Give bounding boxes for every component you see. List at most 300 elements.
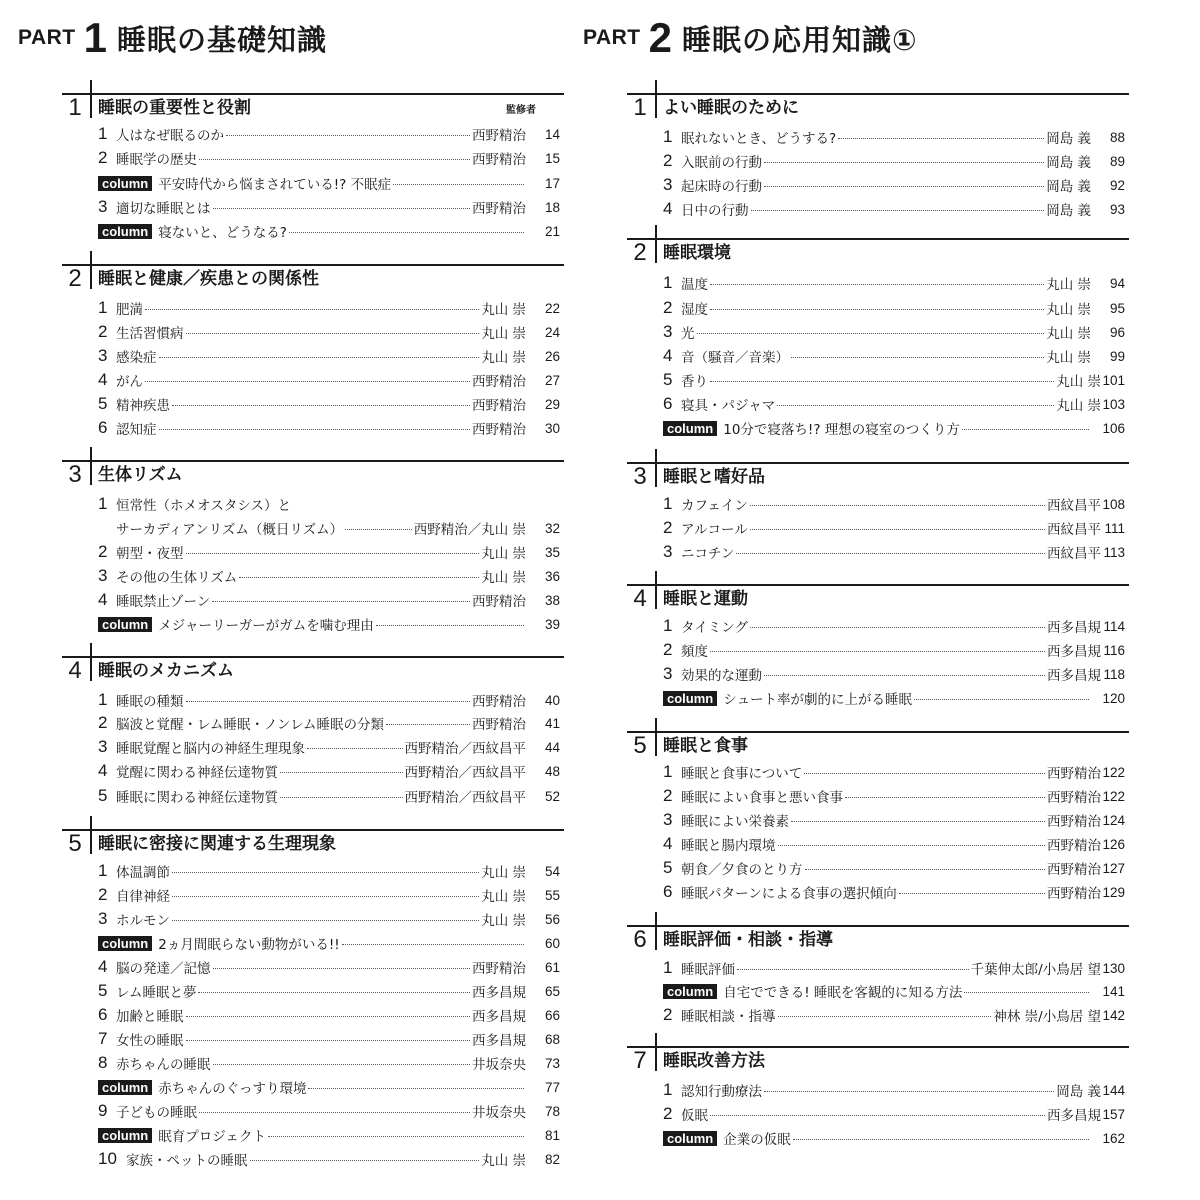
entry-number: 2 [663, 298, 673, 317]
section-title: 睡眠の重要性と役割 [98, 98, 251, 118]
dot-leader [239, 577, 479, 578]
entry-number: 8 [98, 1053, 108, 1072]
dot-leader [793, 1139, 1089, 1140]
entry-author: 丸山 崇 [481, 350, 526, 366]
entry-number: 3 [663, 542, 673, 561]
toc-entry[interactable] [98, 980, 560, 1002]
toc-entry[interactable] [98, 345, 560, 367]
entry-author: 千葉伸太郎/小鳥居 望 [970, 962, 1101, 978]
entry-title: 眠れないとき、どうする? [681, 131, 837, 147]
entry-title: 適切な睡眠とは [116, 201, 211, 217]
toc-entry[interactable] [98, 1100, 560, 1122]
section-heading [62, 656, 564, 682]
page-number: 95 [1109, 300, 1125, 316]
section-rule [655, 571, 657, 609]
entry-title: 睡眠と腸内環境 [681, 838, 776, 854]
entry-number: 1 [98, 690, 108, 709]
entry-number: 6 [663, 394, 673, 413]
column-badge: column [663, 421, 717, 436]
column-entry[interactable] [663, 980, 1125, 1002]
section-number: 4 [633, 585, 647, 612]
entry-title: がん [116, 374, 143, 390]
section-title: 睡眠と食事 [663, 736, 748, 756]
toc-entry[interactable] [98, 589, 560, 611]
toc-entry[interactable] [98, 147, 560, 169]
entry-number: 4 [98, 957, 108, 976]
part2-label: PART [583, 26, 641, 49]
entry-author: 岡島 義 [1046, 131, 1091, 147]
dot-leader [145, 309, 479, 310]
column-entry[interactable] [98, 1076, 560, 1098]
entry-number: 3 [98, 909, 108, 928]
toc-entry[interactable] [663, 541, 1125, 563]
entry-number: 9 [98, 1101, 108, 1120]
dot-leader [186, 1016, 471, 1017]
dot-leader [199, 1112, 470, 1113]
entry-title: 入眠前の行動 [681, 155, 762, 171]
page-number: 78 [544, 1103, 560, 1119]
part1-title: 睡眠の基礎知識 [116, 22, 327, 57]
dot-leader [778, 845, 1046, 846]
page-number: 118 [1103, 666, 1125, 682]
toc-entry[interactable] [98, 517, 560, 539]
entry-author: 岡島 義 [1056, 1084, 1101, 1100]
toc-entry[interactable] [98, 956, 560, 978]
dot-leader [386, 724, 470, 725]
entry-author: 西紋昌平 [1047, 546, 1101, 562]
entry-number: 2 [98, 885, 108, 904]
dot-leader [791, 821, 1045, 822]
entry-author: 西多昌規 [1047, 668, 1101, 684]
toc-entry[interactable] [98, 1052, 560, 1074]
page-number: 124 [1102, 812, 1125, 828]
page-number: 122 [1102, 788, 1125, 804]
section-rule [655, 449, 657, 487]
entry-author: 井坂奈央 [472, 1105, 526, 1121]
column-badge: column [663, 1131, 717, 1146]
entry-number: 1 [663, 273, 673, 292]
toc-entry[interactable] [98, 689, 560, 711]
entry-title: 光 [681, 326, 695, 342]
dot-leader [964, 992, 1089, 993]
dot-leader [280, 797, 403, 798]
entry-title: ホルモン [116, 913, 170, 929]
entry-author: 岡島 義 [1046, 179, 1091, 195]
entry-author: 西多昌規 [1047, 1108, 1101, 1124]
entry-author: 丸山 崇 [1056, 398, 1101, 414]
section-rule [90, 447, 92, 485]
page-number: 48 [544, 763, 560, 779]
entry-number: 1 [98, 298, 108, 317]
entry-title: 仮眠 [681, 1108, 708, 1124]
section-title: 睡眠と健康／疾患との関係性 [98, 269, 319, 289]
column-entry[interactable] [98, 1124, 560, 1146]
column-badge: column [98, 936, 152, 951]
toc-entry[interactable] [663, 517, 1125, 539]
entry-author: 西野精治／丸山 崇 [413, 522, 526, 538]
toc-entry[interactable] [98, 417, 560, 439]
dot-leader [213, 208, 471, 209]
section-number: 3 [68, 461, 82, 488]
column-badge: column [98, 1080, 152, 1095]
column-entry[interactable] [663, 417, 1125, 439]
toc-entry[interactable] [663, 663, 1125, 685]
entry-author: 丸山 崇 [1046, 277, 1091, 293]
section-title: 睡眠と運動 [663, 589, 748, 609]
toc-entry[interactable] [663, 1004, 1125, 1026]
entry-title: 睡眠と食事について [681, 766, 803, 782]
part2-number: 2 [648, 14, 672, 61]
page-number: 30 [544, 420, 560, 436]
entry-number: 1 [663, 762, 673, 781]
toc-entry[interactable] [663, 493, 1125, 515]
entry-title: 朝型・夜型 [116, 546, 184, 562]
page-number: 18 [544, 199, 560, 215]
toc-entry[interactable] [663, 369, 1125, 391]
dot-leader [172, 920, 479, 921]
page-number: 144 [1102, 1082, 1125, 1098]
dot-leader [750, 627, 1045, 628]
part1-header [18, 16, 327, 60]
toc-entry[interactable] [663, 393, 1125, 415]
toc-entry[interactable] [663, 321, 1125, 343]
page-number: 120 [1102, 690, 1125, 706]
toc-entry[interactable] [663, 881, 1125, 903]
toc-entry[interactable] [663, 272, 1125, 294]
page-number: 22 [544, 300, 560, 316]
page-number: 162 [1102, 1130, 1125, 1146]
entry-number: 4 [98, 370, 108, 389]
entry-title: 朝食／夕食のとり方 [681, 862, 803, 878]
part2-header [583, 16, 918, 60]
part1-label: PART [18, 26, 76, 49]
toc-entry[interactable] [98, 493, 560, 515]
dot-leader [791, 357, 1044, 358]
toc-entry[interactable] [98, 321, 560, 343]
page-number: 40 [544, 692, 560, 708]
entry-number: 2 [663, 1104, 673, 1123]
entry-author: 丸山 崇 [481, 546, 526, 562]
toc-entry[interactable] [98, 1004, 560, 1026]
dot-leader [751, 210, 1045, 211]
entry-title: レム睡眠と夢 [116, 985, 197, 1001]
dot-leader [186, 1040, 471, 1041]
dot-leader [710, 381, 1054, 382]
entry-title: 睡眠相談・指導 [681, 1009, 776, 1025]
dot-leader [250, 1160, 480, 1161]
toc-entry[interactable] [98, 1028, 560, 1050]
section-heading [627, 93, 1129, 119]
toc-entry[interactable] [663, 639, 1125, 661]
dot-leader [914, 699, 1089, 700]
entry-title: 睡眠学の歴史 [116, 152, 197, 168]
entry-author: 西多昌規 [472, 1033, 526, 1049]
page-number: 39 [544, 616, 560, 632]
page-number: 21 [544, 223, 560, 239]
entry-title: アルコール [681, 522, 748, 538]
page-number: 113 [1103, 544, 1125, 560]
dot-leader [710, 1115, 1045, 1116]
toc-entry[interactable] [98, 297, 560, 319]
entry-title: 体温調節 [116, 865, 170, 881]
column-entry[interactable] [98, 613, 560, 635]
dot-leader [307, 748, 403, 749]
section-heading [627, 731, 1129, 757]
dot-leader [899, 893, 1045, 894]
entry-author: 丸山 崇 [481, 1153, 526, 1169]
entry-number: 6 [663, 882, 673, 901]
entry-number: 1 [663, 616, 673, 635]
entry-author: 西野精治 [472, 594, 526, 610]
column-entry[interactable] [98, 220, 560, 242]
toc-entry[interactable] [663, 761, 1125, 783]
toc-entry[interactable] [663, 297, 1125, 319]
entry-number: 1 [663, 1080, 673, 1099]
page-number: 103 [1102, 396, 1125, 412]
page-number: 129 [1102, 884, 1125, 900]
entry-number: 2 [663, 1005, 673, 1024]
entry-author: 丸山 崇 [1056, 374, 1101, 390]
toc-entry[interactable] [663, 1103, 1125, 1125]
page-number: 35 [544, 544, 560, 560]
toc-entry[interactable] [98, 785, 560, 807]
entry-title: 平安時代から悩まされている!? 不眠症 [158, 177, 392, 193]
entry-title: 認知行動療法 [681, 1084, 762, 1100]
page-number: 111 [1104, 520, 1125, 536]
entry-number: 1 [98, 124, 108, 143]
page-number: 122 [1102, 764, 1125, 780]
dot-leader [308, 1088, 524, 1089]
section-number: 3 [633, 463, 647, 490]
section-title: 睡眠評価・相談・指導 [663, 930, 833, 950]
toc-entry[interactable] [98, 712, 560, 734]
entry-title: 肥満 [116, 302, 143, 318]
section-number: 2 [68, 265, 82, 292]
column-entry[interactable] [663, 687, 1125, 709]
dot-leader [393, 184, 524, 185]
toc-entry[interactable] [98, 123, 560, 145]
toc-entry[interactable] [98, 908, 560, 930]
page-number: 55 [544, 887, 560, 903]
dot-leader [342, 944, 524, 945]
dot-leader [845, 797, 1045, 798]
column-badge: column [98, 224, 152, 239]
entry-author: 西野精治／西紋昌平 [404, 765, 526, 781]
toc-entry[interactable] [663, 615, 1125, 637]
entry-author: 丸山 崇 [481, 889, 526, 905]
entry-title: シュート率が劇的に上がる睡眠 [723, 692, 912, 708]
entry-title: 10分で寝落ち!? 理想の寝室のつくり方 [723, 422, 960, 438]
entry-title: カフェイン [681, 498, 748, 514]
section-heading [627, 462, 1129, 488]
entry-author: 西野精治 [472, 128, 526, 144]
supervisor-label: 監修者 [506, 105, 536, 116]
page-number: 88 [1109, 129, 1125, 145]
entry-author: 神林 崇/小鳥居 望 [993, 1009, 1101, 1025]
page-number: 106 [1102, 420, 1125, 436]
entry-title: 起床時の行動 [681, 179, 762, 195]
entry-number: 2 [663, 640, 673, 659]
dot-leader [159, 429, 471, 430]
entry-number: 5 [98, 981, 108, 1000]
entry-number: 10 [98, 1149, 117, 1168]
toc-entry[interactable] [98, 860, 560, 882]
section-number: 5 [633, 732, 647, 759]
entry-author: 丸山 崇 [481, 302, 526, 318]
entry-number: 5 [663, 370, 673, 389]
toc-entry[interactable] [663, 1079, 1125, 1101]
page-number: 44 [544, 739, 560, 755]
page-number: 92 [1109, 177, 1125, 193]
toc-entry[interactable] [663, 126, 1125, 148]
toc-entry[interactable] [98, 736, 560, 758]
toc-entry[interactable] [663, 957, 1125, 979]
page-number: 130 [1102, 960, 1125, 976]
column-badge: column [663, 984, 717, 999]
dot-leader [198, 992, 470, 993]
page-number: 65 [544, 983, 560, 999]
entry-title: 自律神経 [116, 889, 170, 905]
entry-author: 西多昌規 [1047, 620, 1101, 636]
entry-author: 西野精治 [472, 422, 526, 438]
column-badge: column [663, 691, 717, 706]
toc-entry[interactable] [663, 809, 1125, 831]
dot-leader [213, 1064, 471, 1065]
column-entry[interactable] [98, 172, 560, 194]
dot-leader [777, 405, 1054, 406]
entry-author: 丸山 崇 [1046, 302, 1091, 318]
section-title: 睡眠のメカニズム [98, 661, 234, 681]
page-number: 142 [1102, 1007, 1125, 1023]
dot-leader [280, 772, 403, 773]
toc-entry[interactable] [98, 196, 560, 218]
section-rule [90, 816, 92, 854]
section-number: 6 [633, 926, 647, 953]
section-rule [90, 643, 92, 681]
entry-title: 睡眠評価 [681, 962, 735, 978]
page-number: 52 [544, 788, 560, 804]
column-entry[interactable] [98, 932, 560, 954]
dot-leader [736, 553, 1045, 554]
entry-title: 睡眠禁止ゾーン [116, 594, 211, 610]
page-number: 14 [544, 126, 560, 142]
toc-entry[interactable] [663, 174, 1125, 196]
section-title: 睡眠改善方法 [663, 1051, 765, 1071]
section-number: 7 [633, 1047, 647, 1074]
entry-author: 西野精治 [472, 398, 526, 414]
entry-number: 1 [663, 494, 673, 513]
toc-entry[interactable] [663, 150, 1125, 172]
entry-number: 2 [98, 542, 108, 561]
dot-leader [804, 773, 1045, 774]
entry-title: 睡眠パターンによる食事の選択傾向 [681, 886, 897, 902]
entry-title: 睡眠の種類 [116, 694, 184, 710]
section-rule [655, 912, 657, 950]
dot-leader [172, 896, 479, 897]
entry-title: 眠育プロジェクト [158, 1129, 266, 1145]
toc-entry[interactable] [98, 884, 560, 906]
entry-title: 寝具・パジャマ [681, 398, 776, 414]
toc-entry[interactable] [98, 393, 560, 415]
entry-author: 井坂奈央 [472, 1057, 526, 1073]
entry-title: 恒常性（ホメオスタシス）と [116, 498, 291, 514]
toc-entry[interactable] [98, 369, 560, 391]
toc-entry[interactable] [663, 857, 1125, 879]
toc-entry[interactable] [663, 345, 1125, 367]
entry-author: 西野精治 [1047, 886, 1101, 902]
entry-author: 西野精治 [472, 201, 526, 217]
dot-leader [778, 1016, 992, 1017]
page-number: 108 [1102, 496, 1125, 512]
page-number: 81 [544, 1127, 560, 1143]
entry-title: 睡眠によい栄養素 [681, 814, 789, 830]
toc-entry[interactable] [98, 541, 560, 563]
entry-number: 1 [663, 958, 673, 977]
entry-author: 西野精治 [472, 961, 526, 977]
entry-title: 脳波と覚醒・レム睡眠・ノンレム睡眠の分類 [116, 717, 385, 733]
page-number: 61 [544, 959, 560, 975]
toc-entry[interactable] [663, 198, 1125, 220]
page-number: 116 [1103, 642, 1125, 658]
section-rule [655, 225, 657, 263]
dot-leader [697, 333, 1045, 334]
page-number: 68 [544, 1031, 560, 1047]
page-number: 15 [544, 150, 560, 166]
page-number: 17 [544, 175, 560, 191]
section-number: 2 [633, 239, 647, 266]
column-entry[interactable] [663, 1127, 1125, 1149]
page-number: 99 [1109, 348, 1125, 364]
toc-entry[interactable] [98, 1148, 560, 1170]
entry-title: 音（騒音／音楽） [681, 350, 789, 366]
page-number: 94 [1109, 275, 1125, 291]
column-badge: column [98, 617, 152, 632]
dot-leader [186, 701, 471, 702]
entry-number: 1 [663, 127, 673, 146]
entry-number: 4 [663, 834, 673, 853]
dot-leader [962, 429, 1089, 430]
page-number: 66 [544, 1007, 560, 1023]
page-number: 36 [544, 568, 560, 584]
page-number: 127 [1102, 860, 1125, 876]
entry-author: 西野精治 [472, 694, 526, 710]
section-rule [655, 718, 657, 756]
toc-entry[interactable] [98, 565, 560, 587]
entry-author: 西野精治 [472, 152, 526, 168]
entry-number: 6 [98, 418, 108, 437]
entry-number: 3 [663, 322, 673, 341]
toc-entry[interactable] [663, 785, 1125, 807]
toc-entry[interactable] [98, 760, 560, 782]
entry-title: 生活習慣病 [116, 326, 184, 342]
entry-title: メジャーリーガーがガムを噛む理由 [158, 618, 374, 634]
entry-number: 2 [98, 713, 108, 732]
entry-number: 3 [663, 810, 673, 829]
entry-author: 西多昌規 [1047, 644, 1101, 660]
entry-title: 覚醒に関わる神経伝達物質 [116, 765, 278, 781]
entry-number: 4 [663, 199, 673, 218]
dot-leader [710, 651, 1045, 652]
page-number: 29 [544, 396, 560, 412]
entry-title: 加齢と睡眠 [116, 1009, 184, 1025]
dot-leader [764, 1091, 1054, 1092]
dot-leader [145, 381, 470, 382]
section-rule [655, 80, 657, 118]
dot-leader [764, 162, 1044, 163]
entry-title: 睡眠覚醒と脳内の神経生理現象 [116, 741, 305, 757]
entry-title: その他の生体リズム [116, 570, 238, 586]
toc-entry[interactable] [663, 833, 1125, 855]
